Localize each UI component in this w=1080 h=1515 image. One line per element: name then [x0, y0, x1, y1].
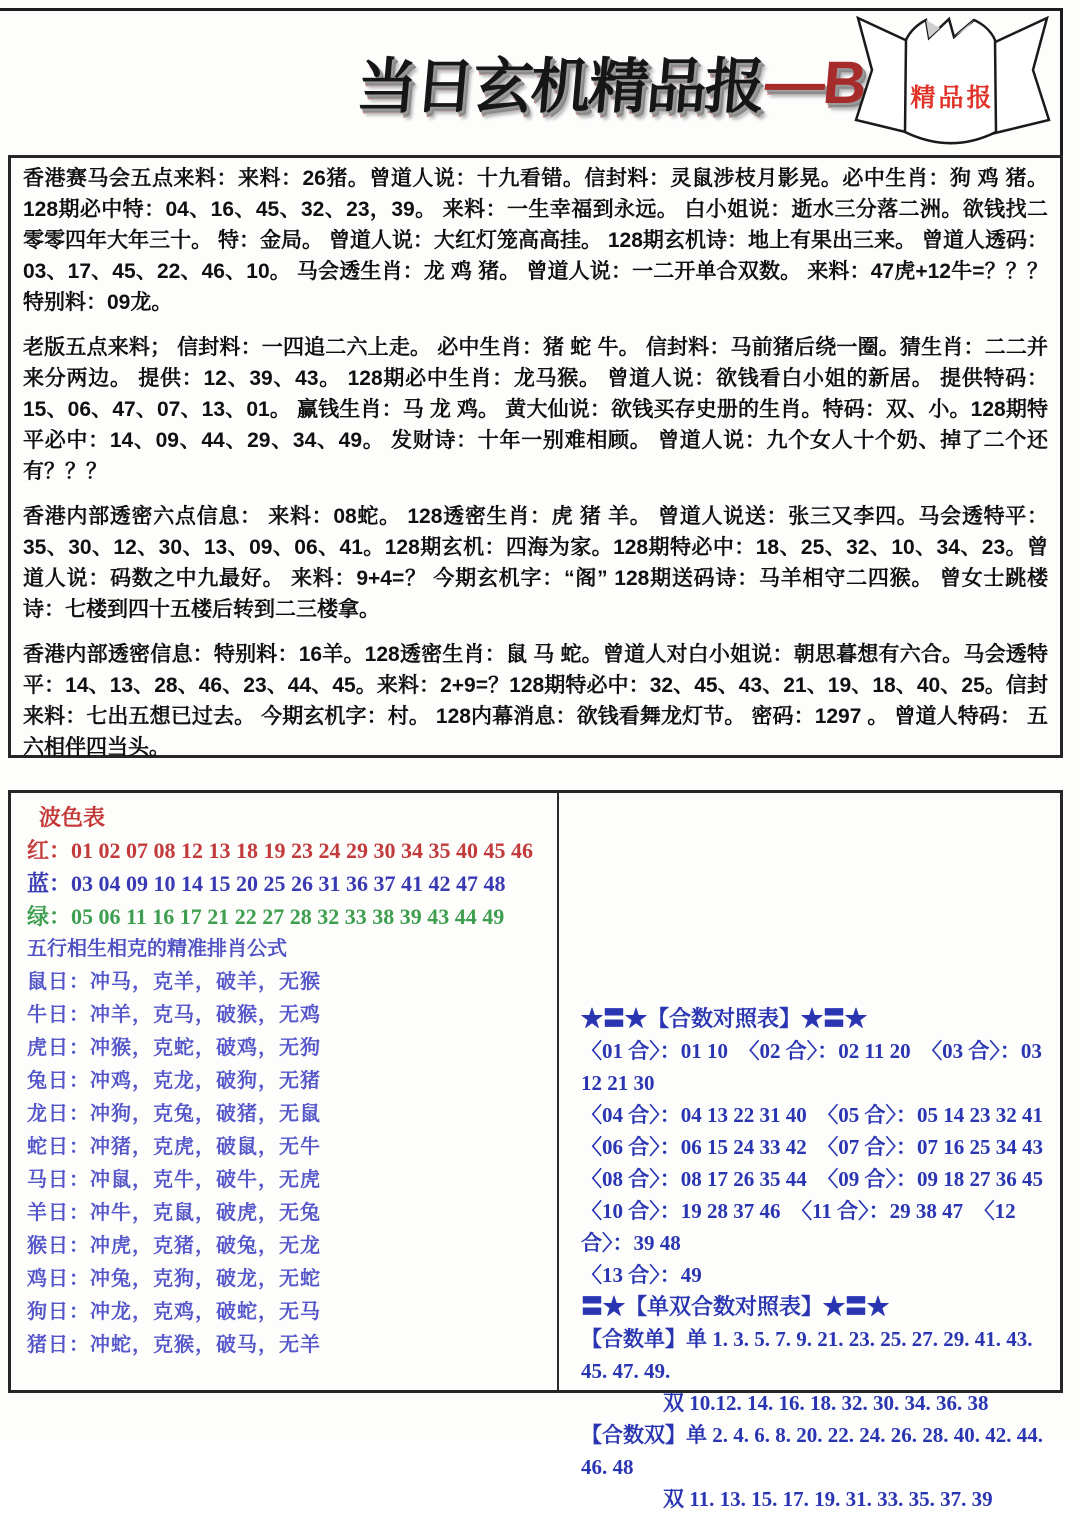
odd-even-sum-line: 【合数单】单 1. 3. 5. 7. 9. 21. 23. 25. 27. 29. 41. 43. 45. 47. 49. [581, 1327, 1038, 1383]
column-divider [557, 793, 559, 1390]
odd-even-sum-group [581, 1419, 1063, 1515]
odd-even-sum-line: 双 10.12. 14. 16. 18. 32. 30. 34. 36. 38 [663, 1391, 989, 1415]
right-column [581, 1003, 1063, 1515]
sum-table-row: 〈06 合〉：06 15 24 33 42 〈07 合〉：07 16 25 34 43 [581, 1135, 1043, 1159]
sum-table-header: ★〓★【合数对照表】★〓★ [581, 1006, 868, 1031]
sum-table-row: 〈13 合〉：49 [581, 1263, 702, 1287]
zodiac-formula-row: 狗日：冲龙，克鸡，破蛇，无马 [27, 1301, 321, 1323]
sum-table [581, 1035, 1063, 1291]
zodiac-formula-row: 鸡日：冲兔，克狗，破龙，无蛇 [27, 1268, 321, 1290]
zodiac-formula-row: 猪日：冲蛇，克猴，破马，无羊 [27, 1334, 321, 1356]
wave-color-numbers: 03 04 09 10 14 15 20 25 26 31 36 37 41 42 47 48 [71, 871, 506, 896]
wave-color-row [27, 867, 542, 900]
wave-color-label: 绿： [27, 904, 72, 929]
sum-table-row: 〈08 合〉：08 17 26 35 44 〈09 合〉：09 18 27 36 45 [581, 1167, 1043, 1191]
sum-table-row: 〈01 合〉：01 10 〈02 合〉：02 11 20 〈03 合〉：03 12 21 30 [581, 1039, 1048, 1095]
zodiac-formula-row: 牛日：冲羊，克马，破猴，无鸡 [27, 1004, 321, 1026]
zodiac-formula-row: 鼠日：冲马，克羊，破羊，无猴 [27, 971, 321, 993]
wave-color-table [27, 834, 542, 933]
tips-article-box [8, 155, 1063, 758]
wave-color-table-title: 波色表 [39, 805, 106, 830]
newspaper-title: 当日玄机精品报 [354, 53, 766, 120]
wave-color-numbers: 01 02 07 08 12 13 18 19 23 24 29 30 34 35 40 45 46 [71, 838, 534, 863]
wave-color-numbers: 05 06 11 16 17 21 22 27 28 32 33 38 39 43 44 49 [71, 904, 505, 929]
odd-even-sum-group [581, 1323, 1063, 1419]
zodiac-formula-row: 羊日：冲牛，克鼠，破虎，无兔 [27, 1202, 321, 1224]
top-right-border-line [1060, 8, 1063, 158]
zodiac-formula-row: 马日：冲鼠，克牛，破牛，无虎 [27, 1169, 321, 1191]
wave-color-label: 蓝： [27, 871, 72, 896]
ribbon-badge [850, 4, 1055, 154]
zodiac-formula-row: 兔日：冲鸡，克龙，破狗，无猪 [27, 1070, 321, 1092]
reference-tables-box [8, 790, 1063, 1511]
zodiac-formula-row: 虎日：冲猴，克蛇，破鸡，无狗 [27, 1037, 321, 1059]
zodiac-formula-row: 龙日：冲狗，克兔，破猪，无鼠 [27, 1103, 321, 1125]
tips-paragraph: 香港内部透密信息：特别料：16羊。128透密生肖：鼠 马 蛇。曾道人对白小姐说：朝思暮想有六合。马会透特平：14、13、28、46、23、44、45。来料：2+9=？128期特必中：32、45、43、21、19、18、40、25。信封来料：七出五想已过去。 今期玄机字：村。 128内幕消息：欲钱看舞龙灯节。 密码：1297 。 曾道人特码： 五六相伴四当头。 [23, 643, 1048, 759]
ribbon-badge-label: 精品报 [910, 83, 995, 112]
zodiac-formula-list [27, 966, 542, 1362]
wave-color-row [27, 834, 542, 867]
newspaper-title-suffix: —B [762, 48, 868, 116]
wave-color-label: 红： [27, 838, 72, 863]
wave-color-row [27, 900, 542, 933]
odd-even-sum-line: 双 11. 13. 15. 17. 19. 31. 33. 35. 37. 39 [663, 1487, 993, 1511]
zodiac-formula-row: 蛇日：冲猪，克虎，破鼠，无牛 [27, 1136, 321, 1158]
tips-paragraph: 香港内部透密六点信息： 来料：08蛇。 128透密生肖：虎 猪 羊。 曾道人说送：张三又李四。马会透特平：35、30、12、30、13、09、06、41。128期玄机：四海为家。128期特必中：18、25、32、10、34、23。曾道人说：码数之中九最好。 来料：9+4=？ 今期玄机字：“阁” 128期送码诗：马羊相守二四猴。 曾女士跳楼诗：七楼到四十五楼后转到二三楼拿。 [23, 505, 1048, 621]
odd-even-sum-table-header: 〓★【单双合数对照表】★〓★ [581, 1294, 890, 1319]
sum-table-row: 〈10 合〉：19 28 37 46 〈11 合〉：29 38 47 〈12 合〉：39 48 [581, 1199, 1021, 1255]
left-column [27, 801, 542, 1362]
zodiac-formula-row: 猴日：冲虎，克猪，破兔，无龙 [27, 1235, 321, 1257]
odd-even-sum-table [581, 1323, 1063, 1515]
masthead [331, 28, 890, 136]
odd-even-sum-line: 【合数双】单 2. 4. 6. 8. 20. 22. 24. 26. 28. 40. 42. 44. 46. 48 [581, 1423, 1049, 1479]
tips-paragraph: 老版五点来料； 信封料：一四追二六上走。 必中生肖：猪 蛇 牛。 信封料：马前猪后绕一圈。猜生肖：二二并来分两边。 提供：12、39、43。 128期必中生肖：龙马猴。 曾道人说：欲钱看白小姐的新居。 提供特码：15、06、47、07、13、01。 赢钱生肖：马 龙 鸡。 黄大仙说：欲钱买存史册的生肖。特码：双、小。128期特平必中：14、09、44、29、34、49。 发财诗：十年一别难相顾。 曾道人说：九个女人十个奶、掉了二个还有？？？ [23, 336, 1048, 483]
sum-table-row: 〈04 合〉：04 13 22 31 40 〈05 合〉：05 14 23 32 41 [581, 1103, 1043, 1127]
zodiac-formula-title: 五行相生相克的精准排肖公式 [27, 938, 287, 960]
tips-paragraph: 香港赛马会五点来料：来料：26猪。曾道人说：十九看错。信封料：灵鼠涉枝月影晃。必中生肖：狗 鸡 猪。128期必中特：04、16、45、32、23，39。 来料：一生幸福到永远。 白小姐说：逝水三分落二洲。欲钱找二零零四年大年三十。 特：金局。 曾道人说：大红灯笼高高挂。 128期玄机诗：地上有果出三来。 曾道人透码：03、17、45、22、46、10。 马会透生肖：龙 鸡 猪。 曾道人说：一二开单合双数。 来料：47虎+12牛=？？？特别料：09龙。 [23, 167, 1048, 314]
